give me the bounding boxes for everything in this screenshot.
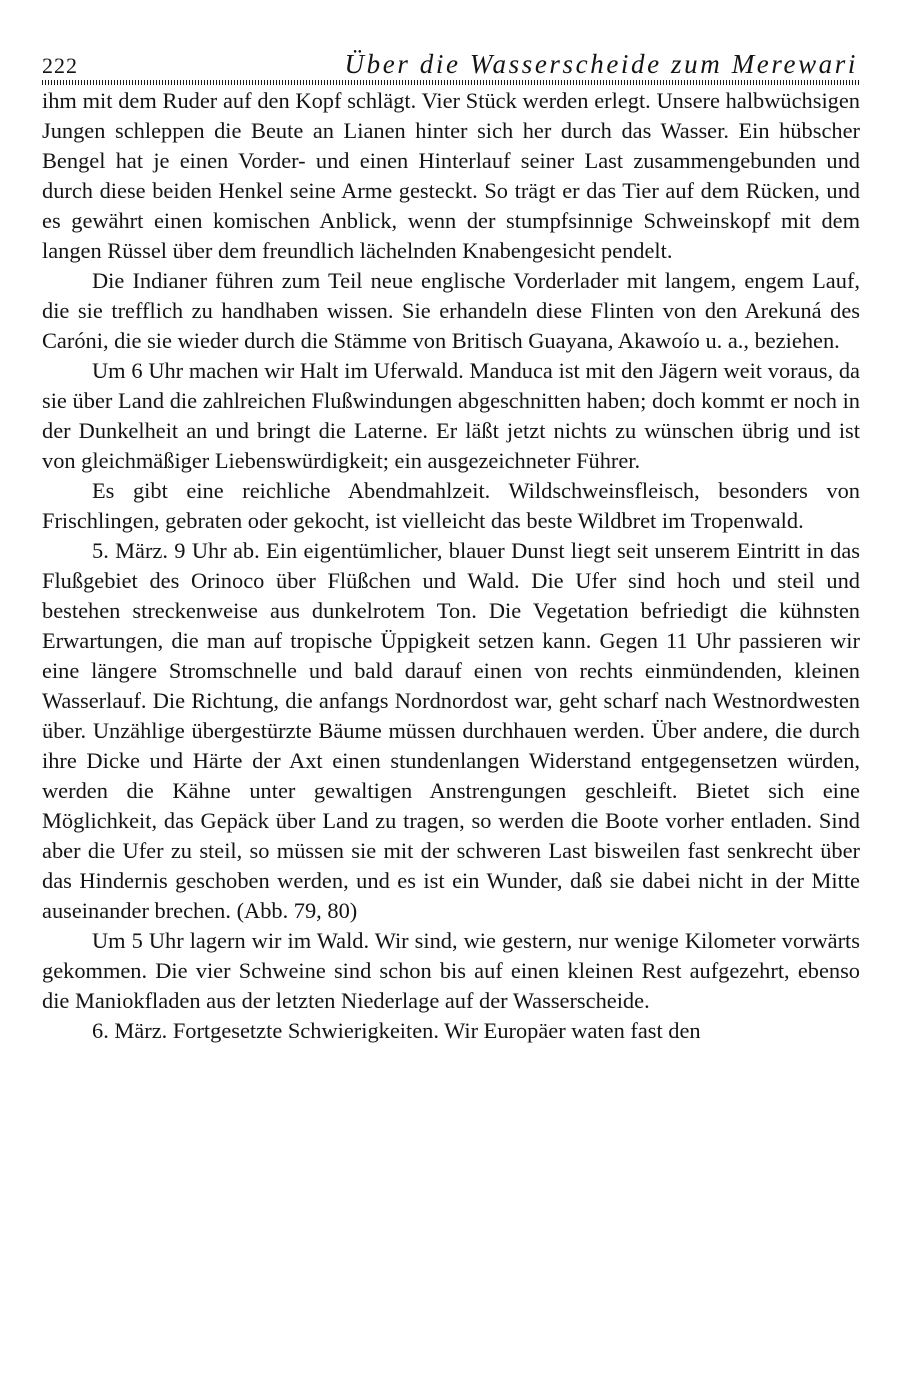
paragraph: 6. März. Fortgesetzte Schwierigkeiten. Wir Europäer waten fast den: [92, 1018, 701, 1043]
page-number: 222: [42, 53, 78, 78]
page-header: [42, 40, 860, 86]
paragraph: 5. März. 9 Uhr ab. Ein eigentümlicher, blauer Dunst liegt seit unserem Eintritt in das Flußgebiet des Orinoco über Flüßchen und Wald. Die Ufer sind hoch und steil und bestehen streckenweise aus dunkelrotem Ton. Die Vegetation befriedigt die kühnsten Erwartungen, die man auf tropische Üppigkeit setzen kann. Gegen 11 Uhr passieren wir eine längere Stromschnelle und bald darauf einen von rechts einmündenden, kleinen Wasserlauf. Die Richtung, die anfangs Nordnordost war, geht scharf nach Westnordwesten über. Unzählige übergestürzte Bäume müssen durchhauen werden. Über andere, die durch ihre Dicke und Härte der Axt einen stundenlangen Widerstand entgegensetzen würden, werden die Kähne unter gewaltigen Anstrengungen geschleift. Bietet sich eine Möglichkeit, das Gepäck über Land zu tragen, so werden die Boote vorher entladen. Sind aber die Ufer zu steil, so müssen sie mit der schweren Last bisweilen fast senkrecht über das Hindernis geschoben werden, und es ist ein Wunder, daß sie dabei nicht in der Mitte auseinander brechen. (Abb. 79, 80): [42, 538, 860, 923]
header-rule: [42, 80, 860, 85]
paragraph: Um 6 Uhr machen wir Halt im Uferwald. Manduca ist mit den Jägern weit voraus, da sie über Land die zahlreichen Flußwindungen abgeschnitten haben; doch kommt er noch in der Dunkelheit an und bringt die Laterne. Er läßt jetzt nichts zu wünschen übrig und ist von gleichmäßiger Liebenswürdigkeit; ein ausgezeichneter Führer.: [42, 358, 860, 473]
book-page: [42, 40, 860, 1046]
body-text: [42, 86, 860, 1046]
paragraph: Es gibt eine reichliche Abendmahlzeit. Wildschweinsfleisch, besonders von Frischlingen, gebraten oder gekocht, ist vielleicht das beste Wildbret im Tropenwald.: [42, 478, 860, 533]
paragraph: Um 5 Uhr lagern wir im Wald. Wir sind, wie gestern, nur wenige Kilometer vorwärts gekommen. Die vier Schweine sind schon bis auf einen kleinen Rest aufgezehrt, ebenso die Maniokfladen aus der letzten Niederlage auf der Wasserscheide.: [42, 928, 860, 1013]
running-title: Über die Wasserscheide zum Merewari: [344, 49, 858, 79]
paragraph: Die Indianer führen zum Teil neue englische Vorderlader mit langem, engem Lauf, die sie trefflich zu handhaben wissen. Sie erhandeln diese Flinten von den Arekuná des Caróni, die sie wieder durch die Stämme von Britisch Guayana, Akawoío u. a., beziehen.: [42, 268, 860, 353]
paragraph: ihm mit dem Ruder auf den Kopf schlägt. Vier Stück werden erlegt. Unsere halbwüchsigen Jungen schleppen die Beute an Lianen hinter sich her durch das Wasser. Ein hübscher Bengel hat je einen Vorder- und einen Hinterlauf seiner Last zusammengebunden und durch diese beiden Henkel seine Arme gesteckt. So trägt er das Tier auf dem Rücken, und es gewährt einen komischen Anblick, wenn der stumpfsinnige Schweinskopf mit dem langen Rüssel über dem freundlich lächelnden Knabengesicht pendelt.: [42, 88, 860, 263]
